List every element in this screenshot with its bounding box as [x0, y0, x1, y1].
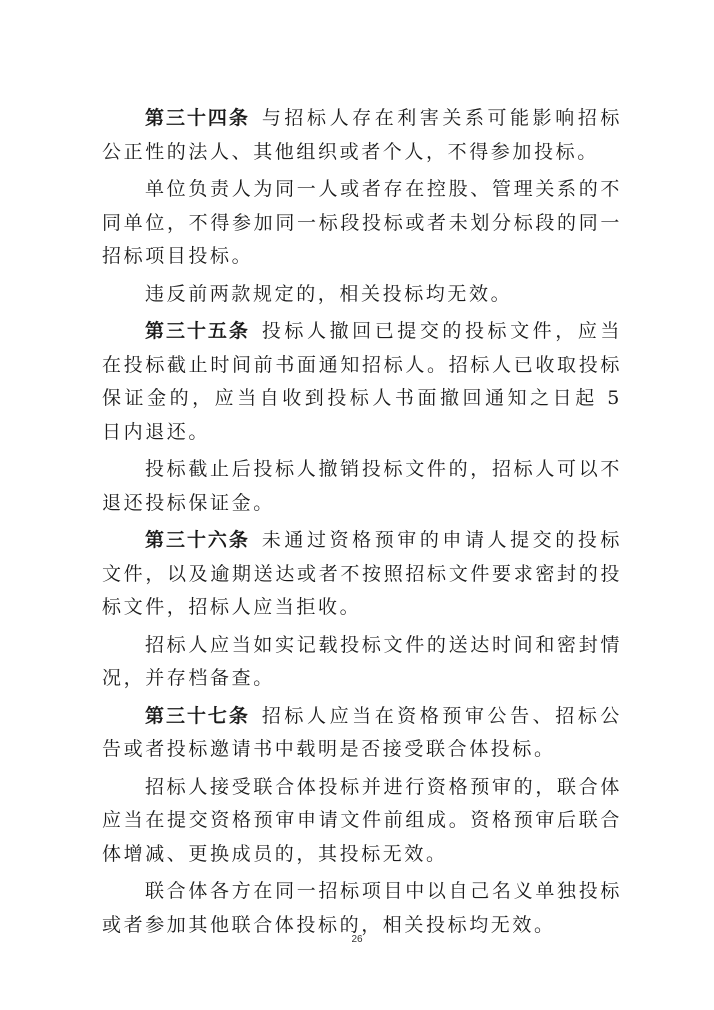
article-number: 第三十七条	[145, 704, 250, 727]
article-36-paragraph-1	[102, 524, 622, 625]
article-number: 第三十六条	[145, 529, 250, 551]
article-36-paragraph-2: 招标人应当如实记载投标文件的送达时间和密封情况，并存档备查。	[102, 633, 622, 689]
article-number: 第三十四条	[145, 107, 250, 129]
article-35-paragraph-1	[102, 315, 622, 449]
document-body	[102, 102, 622, 942]
article-37-paragraph-1	[102, 700, 622, 767]
article-number: 第三十五条	[145, 320, 250, 342]
paragraph-text: 未通过资格预审的申请人提交的投标文件，以及逾期送达或者不按照招标文件要求密封的投标文件，招标人应当拒收。	[102, 529, 622, 618]
page-number: 26	[351, 934, 363, 945]
article-35-paragraph-2: 投标截止后投标人撤销投标文件的，招标人可以不退还投标保证金。	[102, 458, 622, 514]
paragraph-text: 与招标人存在利害关系可能影响招标公正性的法人、其他组织或者个人，不得参加投标。	[102, 107, 622, 163]
paragraph-text: 招标人应当在资格预审公告、招标公告或者投标邀请书中载明是否接受联合体投标。	[102, 704, 622, 760]
article-34-paragraph-1	[102, 102, 622, 169]
article-34-paragraph-2: 单位负责人为同一人或者存在控股、管理关系的不同单位，不得参加同一标段投标或者未划分标段的同一招标项目投标。	[102, 178, 622, 267]
article-37-paragraph-2: 招标人接受联合体投标并进行资格预审的，联合体应当在提交资格预审申请文件前组成。资格预审后联合体增减、更换成员的，其投标无效。	[102, 775, 622, 865]
article-34-paragraph-3: 违反前两款规定的，相关投标均无效。	[145, 282, 513, 305]
paragraph-text: 投标人撤回已提交的投标文件，应当在投标截止时间前书面通知招标人。招标人已收取投标保证金的，应当自收到投标人书面撤回通知之日起 5 日内退还。	[102, 320, 622, 443]
article-37-paragraph-3: 联合体各方在同一招标项目中以自己名义单独投标或者参加其他联合体投标的，相关投标均无效。	[102, 880, 622, 936]
